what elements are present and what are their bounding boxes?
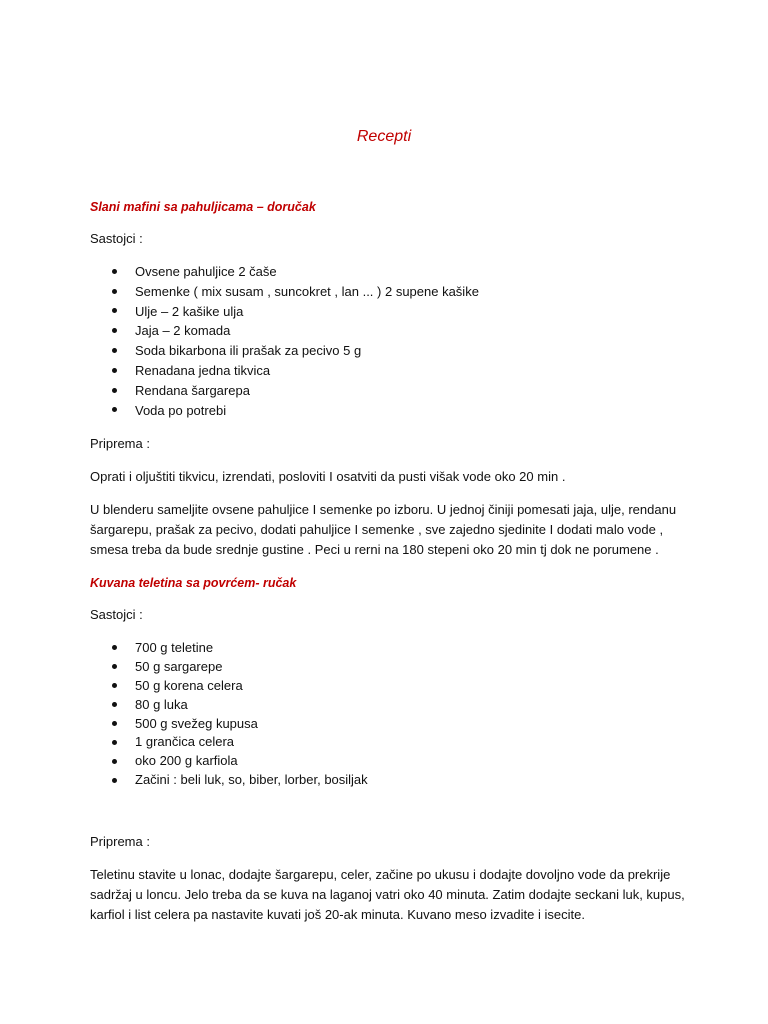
list-item: 50 g sargarepe bbox=[90, 658, 368, 677]
recipe1-ingredients-label: Sastojci : bbox=[90, 231, 143, 246]
list-item: Renadana jedna tikvica bbox=[90, 361, 479, 381]
paragraph-line: šargarepu, prašak za pecivo, dodati pahuljice I semenke , sve zajedno sjedinite I dodati malo vode , bbox=[90, 522, 664, 537]
paragraph-line: karfiol i list celera pa nastavite kuvati još 20-ak minuta. Kuvano meso izvadite i isecite. bbox=[90, 907, 585, 922]
list-item: Jaja – 2 komada bbox=[90, 321, 479, 341]
recipe2-ingredients-label: Sastojci : bbox=[90, 607, 143, 622]
recipe2-preparation-label: Priprema : bbox=[90, 834, 150, 849]
recipe2-ingredients-list bbox=[90, 639, 368, 790]
list-item: Soda bikarbona ili prašak za pecivo 5 g bbox=[90, 341, 479, 361]
paragraph-line: sadržaj u loncu. Jelo treba da se kuva na laganoj vatri oko 40 minuta. Zatim dodajte seckani luk, kupus, bbox=[90, 887, 685, 902]
list-item: 1 grančica celera bbox=[90, 733, 368, 752]
paragraph-line: U blenderu sameljite ovsene pahuljice I semenke po izboru. U jednoj činiji pomesati jaja, ulje, rendanu bbox=[90, 502, 677, 517]
list-item: Začini : beli luk, so, biber, lorber, bosiljak bbox=[90, 771, 368, 790]
recipe2-step bbox=[90, 865, 685, 925]
recipe1-preparation-label: Priprema : bbox=[90, 436, 150, 451]
document-title: Recepti bbox=[356, 128, 412, 145]
list-item: 80 g luka bbox=[90, 696, 368, 715]
list-item: Ovsene pahuljice 2 čaše bbox=[90, 262, 479, 282]
recipe1-step1: Oprati i oljuštiti tikvicu, izrendati, posloviti I osatviti da pusti višak vode oko 20 min . bbox=[90, 469, 566, 484]
list-item: Semenke ( mix susam , suncokret , lan ... ) 2 supene kašike bbox=[90, 282, 479, 302]
recipe1-ingredients-list bbox=[90, 262, 479, 420]
recipe2-heading: Kuvana teletina sa povrćem- ručak bbox=[90, 576, 297, 590]
paragraph-line: Teletinu stavite u lonac, dodajte šargarepu, celer, začine po ukusu i dodajte dovoljno vode da prekrije bbox=[90, 867, 671, 882]
list-item: 50 g korena celera bbox=[90, 677, 368, 696]
recipe1-step2 bbox=[90, 500, 680, 560]
list-item: Rendana šargarepa bbox=[90, 381, 479, 401]
list-item: oko 200 g karfiola bbox=[90, 752, 368, 771]
list-item: Ulje – 2 kašike ulja bbox=[90, 302, 479, 322]
list-item: 700 g teletine bbox=[90, 639, 368, 658]
paragraph-line: smesa treba da bude srednje gustine . Peci u rerni na 180 stepeni oko 20 min tj dok ne porumene . bbox=[90, 542, 659, 557]
recipe1-heading: Slani mafini sa pahuljicama – doručak bbox=[90, 200, 316, 214]
list-item: 500 g svežeg kupusa bbox=[90, 715, 368, 734]
list-item: Voda po potrebi bbox=[90, 401, 479, 421]
